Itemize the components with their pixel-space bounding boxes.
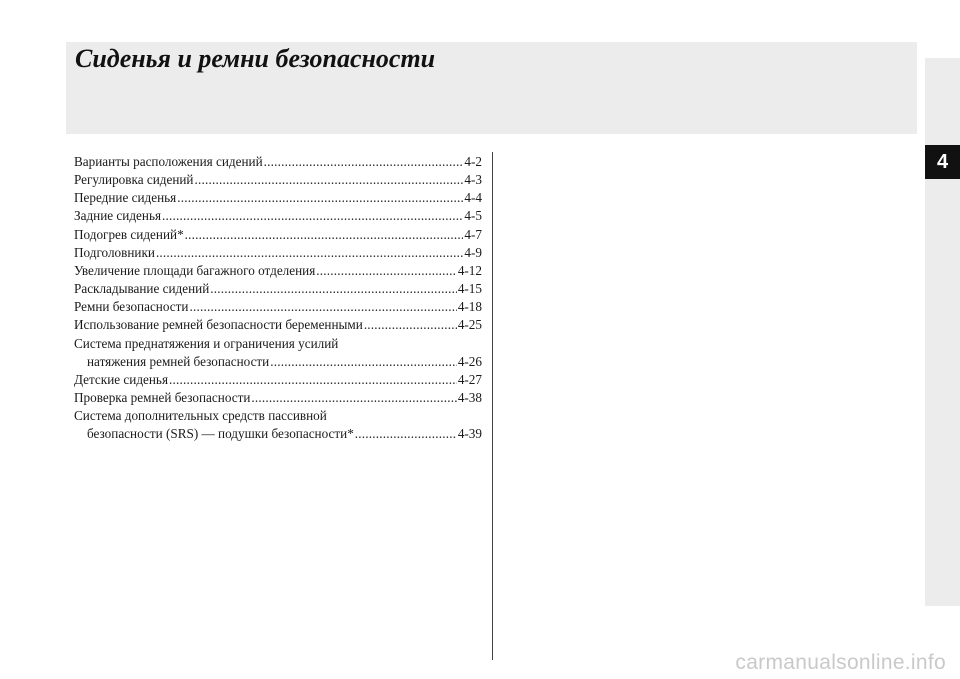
column-divider (492, 152, 493, 660)
toc-entry[interactable] (74, 280, 482, 298)
toc-entry-title: Раскладывание сидений (74, 281, 210, 297)
toc-entry-page: 4-38 (457, 390, 482, 406)
toc-leader-dots (264, 153, 464, 171)
toc-entry-title: Детские сиденья (74, 371, 169, 387)
toc-entry-title: Проверка ремней безопасности (74, 390, 251, 406)
toc-leader-dots (189, 298, 456, 316)
toc-entry-title: Подогрев сидений* (74, 226, 184, 242)
toc-entry[interactable] (74, 171, 482, 189)
toc-entry-title: Система преднатяжения и ограничения усилий (74, 335, 339, 351)
toc-entry-page: 4-18 (457, 299, 482, 315)
toc-leader-dots (210, 280, 457, 298)
toc-leader-dots (177, 189, 463, 207)
toc-leader-dots (270, 353, 457, 371)
toc-entry-page: 4-7 (464, 226, 482, 242)
toc-entry[interactable] (74, 189, 482, 207)
toc-entry[interactable] (74, 389, 482, 407)
toc-entry-page: 4-3 (464, 172, 482, 188)
chapter-number-tab[interactable]: 4 (925, 145, 960, 179)
toc-entry-title: Подголовники (74, 244, 155, 260)
toc-entry[interactable] (74, 316, 482, 334)
toc-entry[interactable] (74, 207, 482, 225)
toc-leader-dots (156, 244, 463, 262)
toc-entry[interactable] (74, 298, 482, 316)
toc-entry[interactable] (74, 244, 482, 262)
toc-entry-page: 4-12 (457, 262, 482, 278)
toc-entry-page: 4-25 (457, 317, 482, 333)
toc-entry-page: 4-5 (464, 208, 482, 224)
toc-entry-title: Варианты расположения сидений (74, 154, 263, 169)
toc-entry-title: Регулировка сидений (74, 172, 194, 188)
toc-entry-page: 4-4 (464, 190, 482, 206)
toc-entry-title: Задние сиденья (74, 208, 162, 224)
toc-entry-title: Система дополнительных средств пассивной (74, 408, 327, 424)
toc-leader-dots (364, 316, 457, 334)
toc-entry-title: Передние сиденья (74, 190, 177, 206)
toc-leader-dots (251, 389, 456, 407)
toc-leader-dots (195, 171, 464, 189)
chapter-side-tab (925, 58, 960, 606)
toc-entry-page: 4-9 (464, 244, 482, 260)
toc-entry-page: 4-2 (464, 154, 482, 169)
toc-leader-dots (316, 262, 457, 280)
toc-leader-dots (169, 371, 457, 389)
toc-entry-title: Увеличение площади багажного отделения (74, 262, 316, 278)
toc-entry-page: 4-27 (457, 371, 482, 387)
toc-entry-title-continuation: безопасности (SRS) — подушки безопасности* (87, 426, 354, 442)
watermark: carmanualsonline.info (735, 651, 946, 674)
toc-entry-title: Ремни безопасности (74, 299, 189, 315)
table-of-contents (74, 153, 482, 444)
toc-entry-page: 4-39 (457, 426, 482, 442)
toc-leader-dots (185, 226, 464, 244)
toc-entry-page: 4-15 (457, 281, 482, 297)
chapter-header (66, 42, 917, 134)
toc-entry[interactable] (74, 226, 482, 244)
toc-entry-page: 4-26 (457, 353, 482, 369)
toc-entry[interactable] (74, 262, 482, 280)
chapter-title: Сиденья и ремни безопасности (75, 44, 436, 73)
toc-entry-title: Использование ремней безопасности беременными (74, 317, 363, 333)
toc-entry-title-continuation: натяжения ремней безопасности (87, 353, 270, 369)
toc-leader-dots (162, 207, 463, 225)
toc-entry[interactable] (74, 371, 482, 389)
toc-entry[interactable] (74, 153, 482, 171)
toc-leader-dots (355, 425, 457, 443)
toc-entry-multiline[interactable] (74, 335, 482, 371)
toc-entry-multiline[interactable] (74, 407, 482, 443)
